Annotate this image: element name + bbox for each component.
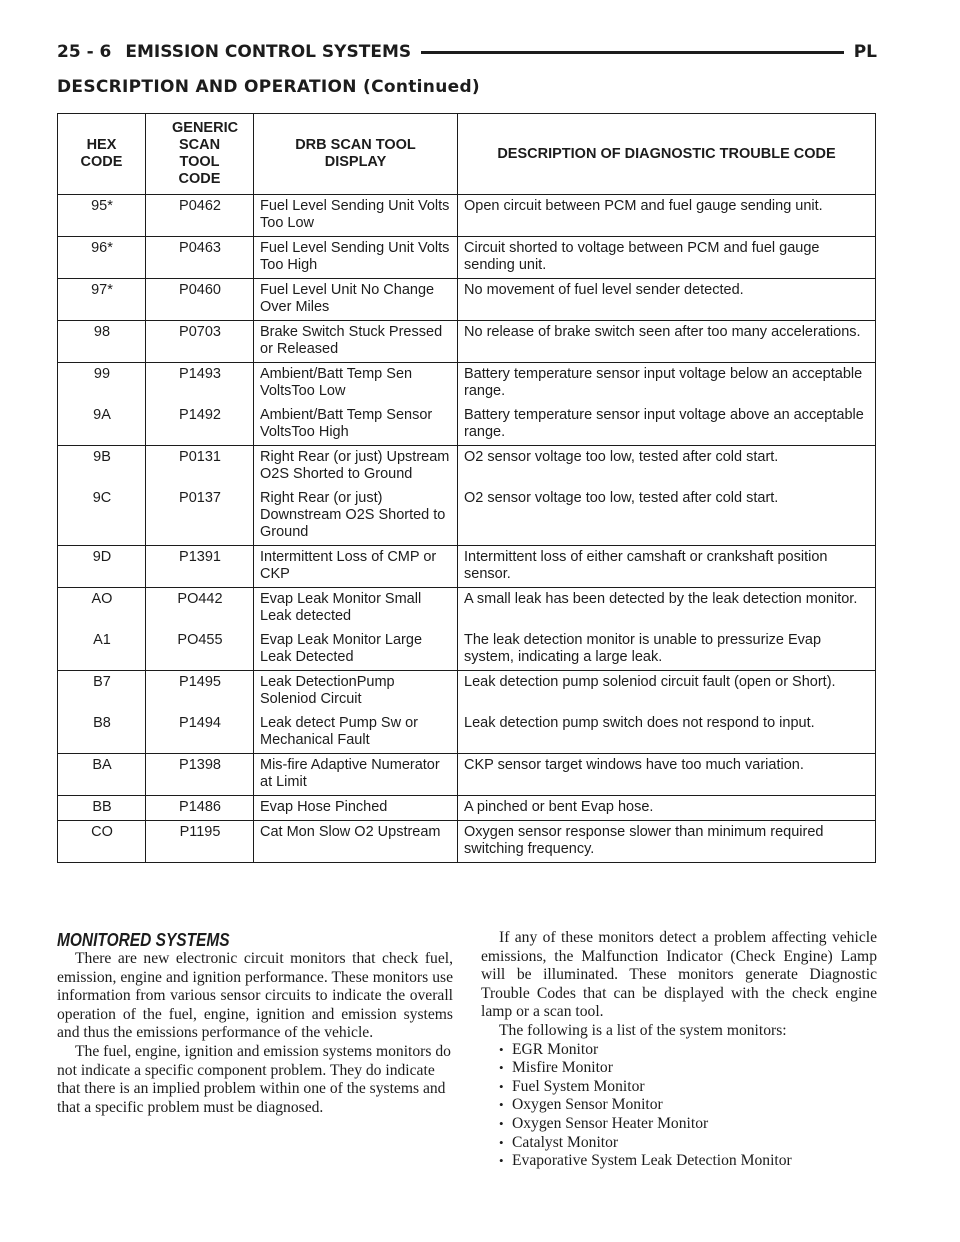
generic-cell: P1486	[146, 796, 254, 821]
drb-cell: Right Rear (or just) Downstream O2S Shorted to Ground	[254, 487, 458, 546]
generic-cell: P1494	[146, 712, 254, 754]
desc-cell: Battery temperature sensor input voltage above an acceptable range.	[458, 404, 876, 446]
generic-cell: PO442	[146, 588, 254, 630]
dtc-table	[57, 113, 876, 863]
generic-cell: P1398	[146, 754, 254, 796]
generic-cell: P0703	[146, 321, 254, 363]
drb-cell: Leak detect Pump Sw or Mechanical Fault	[254, 712, 458, 754]
table-row	[58, 446, 876, 488]
desc-cell: Leak detection pump switch does not respond to input.	[458, 712, 876, 754]
body-paragraph: The fuel, engine, ignition and emission systems monitors do not indicate a specific component problem. They do indicate that there is an implied problem within one of the systems and that a specific problem must be diagnosed.	[57, 1042, 451, 1116]
desc-cell: Open circuit between PCM and fuel gauge sending unit.	[458, 195, 876, 237]
generic-cell: P0462	[146, 195, 254, 237]
table-row	[58, 796, 876, 821]
drb-cell: Mis-fire Adaptive Numerator at Limit	[254, 754, 458, 796]
table-row	[58, 321, 876, 363]
bullet-icon: •	[499, 1134, 504, 1150]
hex-cell: 99	[58, 363, 146, 405]
col-description: DESCRIPTION OF DIAGNOSTIC TROUBLE CODE	[458, 114, 876, 195]
drb-cell: Evap Hose Pinched	[254, 796, 458, 821]
list-item: • Misfire Monitor	[499, 1059, 613, 1077]
body-paragraph: There are new electronic circuit monitors that check fuel, emission, engine and ignition performance. These monitors use information from various sensor circuits to indicate the overall operation of the fuel, engine, ignition and emission systems and thus the emissions performance of the vehicle.	[57, 950, 453, 1042]
monitored-systems-heading: MONITORED SYSTEMS	[57, 930, 230, 950]
desc-cell: No movement of fuel level sender detected.	[458, 279, 876, 321]
page-subtitle: DESCRIPTION AND OPERATION (Continued)	[57, 77, 480, 97]
desc-cell: A pinched or bent Evap hose.	[458, 796, 876, 821]
hex-cell: 9C	[58, 487, 146, 546]
desc-cell: Intermittent loss of either camshaft or crankshaft position sensor.	[458, 546, 876, 588]
col-drb-scan-tool-display: DRB SCAN TOOL DISPLAY	[254, 114, 458, 195]
col-hex-code: HEX CODE	[58, 114, 146, 195]
desc-cell: CKP sensor target windows have too much variation.	[458, 754, 876, 796]
table-row	[58, 237, 876, 279]
generic-cell: P0137	[146, 487, 254, 546]
left-text-column	[57, 950, 453, 1117]
model-code: PL	[853, 42, 877, 62]
table-row	[58, 671, 876, 713]
page-header	[57, 40, 877, 64]
desc-cell: Leak detection pump soleniod circuit fault (open or Short).	[458, 671, 876, 713]
table-row	[58, 487, 876, 546]
desc-cell: Oxygen sensor response slower than minimum required switching frequency.	[458, 821, 876, 863]
bullet-icon: •	[499, 1097, 504, 1113]
drb-cell: Evap Leak Monitor Large Leak Detected	[254, 629, 458, 671]
col-generic-scan-tool-code: GENERIC SCAN TOOL CODE	[146, 114, 254, 195]
hex-cell: B8	[58, 712, 146, 754]
hex-cell: CO	[58, 821, 146, 863]
generic-cell: P1195	[146, 821, 254, 863]
table-row	[58, 546, 876, 588]
drb-cell: Ambient/Batt Temp Sensor VoltsToo High	[254, 404, 458, 446]
generic-cell: PO455	[146, 629, 254, 671]
hex-cell: 9B	[58, 446, 146, 488]
table-row	[58, 279, 876, 321]
list-item: • Fuel System Monitor	[499, 1077, 645, 1095]
table-header-row	[58, 114, 876, 195]
hex-cell: AO	[58, 588, 146, 630]
list-item: • Catalyst Monitor	[499, 1133, 619, 1151]
bullet-icon: •	[499, 1153, 504, 1169]
body-paragraph: If any of these monitors detect a problem affecting vehicle emissions, the Malfunction Indicator (Check Engine) Lamp will be illuminated. These monitors generate Diagnostic Trouble Codes that can be displayed with the check engine lamp or a scan tool.	[481, 929, 877, 1021]
drb-cell: Fuel Level Sending Unit Volts Too High	[254, 237, 458, 279]
table-row	[58, 404, 876, 446]
generic-cell: P1492	[146, 404, 254, 446]
table-row	[58, 712, 876, 754]
desc-cell: No release of brake switch seen after too many accelerations.	[458, 321, 876, 363]
bullet-icon: •	[499, 1115, 504, 1131]
list-item: • Oxygen Sensor Heater Monitor	[499, 1114, 709, 1132]
section-name: EMISSION CONTROL SYSTEMS	[125, 42, 412, 62]
table-row	[58, 754, 876, 796]
desc-cell: Circuit shorted to voltage between PCM and fuel gauge sending unit.	[458, 237, 876, 279]
list-item: • Oxygen Sensor Monitor	[499, 1096, 663, 1114]
right-text-column	[481, 929, 877, 1171]
hex-cell: 9A	[58, 404, 146, 446]
drb-cell: Cat Mon Slow O2 Upstream	[254, 821, 458, 863]
generic-cell: P0460	[146, 279, 254, 321]
list-item: • EGR Monitor	[499, 1040, 599, 1058]
desc-cell: Battery temperature sensor input voltage below an acceptable range.	[458, 363, 876, 405]
generic-cell: P1495	[146, 671, 254, 713]
table-row	[58, 629, 876, 671]
generic-cell: P0463	[146, 237, 254, 279]
generic-cell: P0131	[146, 446, 254, 488]
header-rule	[421, 51, 844, 54]
monitor-list	[481, 1041, 877, 1171]
drb-cell: Fuel Level Unit No Change Over Miles	[254, 279, 458, 321]
table-row	[58, 195, 876, 237]
hex-cell: BA	[58, 754, 146, 796]
hex-cell: 95*	[58, 195, 146, 237]
desc-cell: O2 sensor voltage too low, tested after cold start.	[458, 487, 876, 546]
generic-cell: P1493	[146, 363, 254, 405]
desc-cell: The leak detection monitor is unable to pressurize Evap system, indicating a large leak.	[458, 629, 876, 671]
page-number: 25 - 6	[57, 42, 112, 62]
hex-cell: BB	[58, 796, 146, 821]
hex-cell: 98	[58, 321, 146, 363]
drb-cell: Ambient/Batt Temp Sen VoltsToo Low	[254, 363, 458, 405]
drb-cell: Leak DetectionPump Soleniod Circuit	[254, 671, 458, 713]
drb-cell: Right Rear (or just) Upstream O2S Shorted to Ground	[254, 446, 458, 488]
desc-cell: A small leak has been detected by the leak detection monitor.	[458, 588, 876, 630]
bullet-icon: •	[499, 1041, 504, 1057]
drb-cell: Intermittent Loss of CMP or CKP	[254, 546, 458, 588]
drb-cell: Evap Leak Monitor Small Leak detected	[254, 588, 458, 630]
table-row	[58, 363, 876, 405]
hex-cell: A1	[58, 629, 146, 671]
hex-cell: 96*	[58, 237, 146, 279]
table-row	[58, 821, 876, 863]
desc-cell: O2 sensor voltage too low, tested after cold start.	[458, 446, 876, 488]
hex-cell: 97*	[58, 279, 146, 321]
hex-cell: B7	[58, 671, 146, 713]
bullet-icon: •	[499, 1078, 504, 1094]
drb-cell: Fuel Level Sending Unit Volts Too Low	[254, 195, 458, 237]
drb-cell: Brake Switch Stuck Pressed or Released	[254, 321, 458, 363]
bullet-icon: •	[499, 1060, 504, 1076]
list-item: • Evaporative System Leak Detection Monitor	[499, 1152, 792, 1170]
generic-cell: P1391	[146, 546, 254, 588]
hex-cell: 9D	[58, 546, 146, 588]
table-row	[58, 588, 876, 630]
body-paragraph: The following is a list of the system monitors:	[499, 1021, 787, 1039]
